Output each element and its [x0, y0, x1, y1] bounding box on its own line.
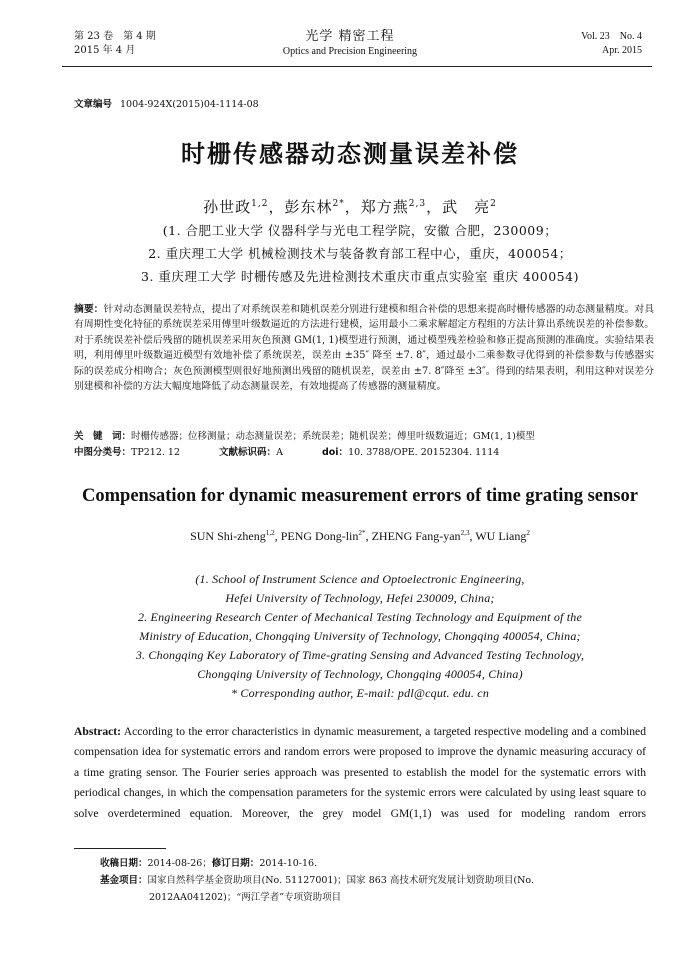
- title-cn: 时栅传感器动态测量误差补偿: [181, 140, 519, 168]
- clc-label: 中图分类号：: [74, 447, 132, 458]
- revised-value: 2014-10-16.: [259, 858, 318, 869]
- header-center: [200, 28, 500, 59]
- affiliation-en-3: 2. Engineering Research Center of Mechanical Testing Technology and Equipment of the: [137, 610, 583, 624]
- author-en: SUN Shi-zheng: [190, 529, 266, 543]
- footnote-dates: [100, 856, 656, 872]
- affiliation-en-6: Chongqing University of Technology, Chongqing 400054, China): [197, 667, 523, 681]
- affiliation-cn-2: 2. 重庆理工大学 机械检测技术与装备教育部工程中心，重庆，400054；: [148, 246, 572, 261]
- date-en: Apr. 2015: [602, 45, 642, 56]
- title-en: Compensation for dynamic measurement errors of time grating sensor: [82, 486, 638, 506]
- doc-code-label: 文献标识码：: [219, 447, 277, 458]
- abstract-en-label: Abstract:: [74, 725, 122, 738]
- abstract-cn-label: 摘要：: [74, 304, 104, 315]
- fund-value: 国家自然科学基金资助项目(No. 51127001)；国家 863 高技术研究发展计划资助项目(No.: [147, 875, 534, 886]
- volume-en: Vol. 23 No. 4: [581, 31, 642, 42]
- footnote-rule: [74, 848, 166, 849]
- abstract-en-text: According to the error characteristics in dynamic measurement, a targeted respective modeling and a combined compensation idea for systematic errors and random errors were proposed to improve the dynamic measuring accuracy of a time grating sensor. The Fourier series approach was presented to establish the model for the systematic errors with periodical changes, in which the compensation parameters for the systemic errors were calculated by using least square to solve overdetermined equation. Moreover, the grey model GM(1,1) was used for modeling random errors: [74, 725, 646, 820]
- keywords-cn: [74, 428, 654, 442]
- affiliation-en-4: Ministry of Education, Chongqing University of Technology, Chongqing 400054, China;: [139, 629, 581, 643]
- article-number: [74, 96, 259, 110]
- keywords-cn-text: 时栅传感器；位移测量；动态测量误差；系统误差；随机误差；傅里叶级数逼近；GM(1, 1)模型: [131, 431, 535, 442]
- journal-title-en: Optics and Precision Engineering: [282, 46, 418, 57]
- abstract-en: [74, 722, 646, 824]
- author-en: PENG Dong-lin: [280, 529, 359, 543]
- affiliation-cn-1: (1. 合肥工业大学 仪器科学与光电工程学院，安徽 合肥，230009；: [162, 223, 558, 238]
- author-en: WU Liang: [475, 529, 527, 543]
- journal-title-cn: 光学 精密工程: [305, 29, 395, 44]
- classification-line: [74, 444, 654, 458]
- volume-cn: 第 23 卷 第 4 期: [74, 31, 156, 42]
- clc-value: TP212. 12: [131, 447, 181, 458]
- authors-cn: 孙世政$^{1,2}$，彭东林$^{2*}$，郑方燕$^{2,3}$，武 亮$^2$: [203, 198, 497, 216]
- doi-label: doi：: [321, 447, 349, 458]
- authors-en: SUN Shi-zheng$^{1,2}$, PENG Dong-lin$^{2*}$, ZHENG Fang-yan$^{2,3}$, WU Liang$^2$: [190, 529, 530, 543]
- author-cn: 武 亮: [442, 198, 491, 216]
- affiliation-en-5: 3. Chongqing Key Laboratory of Time-grating Sensing and Advanced Testing Technology,: [135, 648, 585, 662]
- abstract-cn: [74, 302, 654, 394]
- footnote-fund-cont: 2012AA041202)；“两江学者”专项资助项目: [149, 892, 342, 903]
- abstract-cn-text: 针对动态测量误差特点，提出了对系统误差和随机误差分别进行建模和组合补偿的思想来提高时栅传感器的动态测量精度。对具有周期性变化特征的系统误差采用傅里叶级数逼近的方法进行建模，运用最小二乘求解超定方程组的方法计算出系统误差的补偿参数。对于系统误差补偿后残留的随机误差采用灰色预测 GM(1, 1)模型进行预测，通过模型残差检验和修正提高预测的准确度。实验结果表明，利用傅里叶级数逼近模型有效地补偿了系统误差，误差由 ±35″ 降至 ±7. 8″，通过最小二乘参数寻优得到的补偿参数与传感器实际的误差成分相吻合；灰色预测模型则很好地预测出残留的随机误差，误差由 ±7. 8″降至 ±3″。得到的结果表明，利用这种对误差分别建模和补偿的方法大幅度地降低了动态测量误差，有效地提高了传感器的测量精度。: [74, 304, 655, 393]
- received-label: 收稿日期：: [100, 858, 148, 869]
- article-number-value: 1004-924X(2015)04-1114-08: [120, 99, 259, 110]
- article-number-label: 文章编号: [74, 99, 113, 110]
- header-left: [74, 30, 156, 58]
- author-cn: 彭东林: [284, 198, 333, 216]
- fund-label: 基金项目：: [100, 875, 148, 886]
- footnote-fund: [100, 873, 656, 889]
- received-value: 2014-08-26；: [147, 858, 212, 869]
- date-cn: 2015 年 4 月: [74, 45, 136, 56]
- keywords-cn-label: 关 键 词：: [74, 431, 132, 442]
- author-cn: 孙世政: [203, 198, 252, 216]
- doi-value: 10. 3788/OPE. 20152304. 1114: [348, 447, 500, 458]
- revised-label: 修订日期：: [211, 858, 260, 869]
- author-cn: 郑方燕: [360, 198, 409, 216]
- affiliation-cn-3: 3. 重庆理工大学 时栅传感及先进检测技术重庆市重点实验室 重庆 400054): [141, 269, 579, 284]
- affiliation-en-2: Hefei University of Technology, Hefei 230009, China;: [225, 591, 495, 605]
- header-right: [581, 30, 642, 58]
- corresponding-author: * Corresponding author, E-mail: pdl@cqut. edu. cn: [230, 686, 490, 700]
- doc-code-value: A: [276, 447, 283, 458]
- header-rule: [62, 66, 652, 67]
- author-en: ZHENG Fang-yan: [371, 529, 461, 543]
- affiliation-en-1: (1. School of Instrument Science and Optoelectronic Engineering,: [195, 572, 525, 586]
